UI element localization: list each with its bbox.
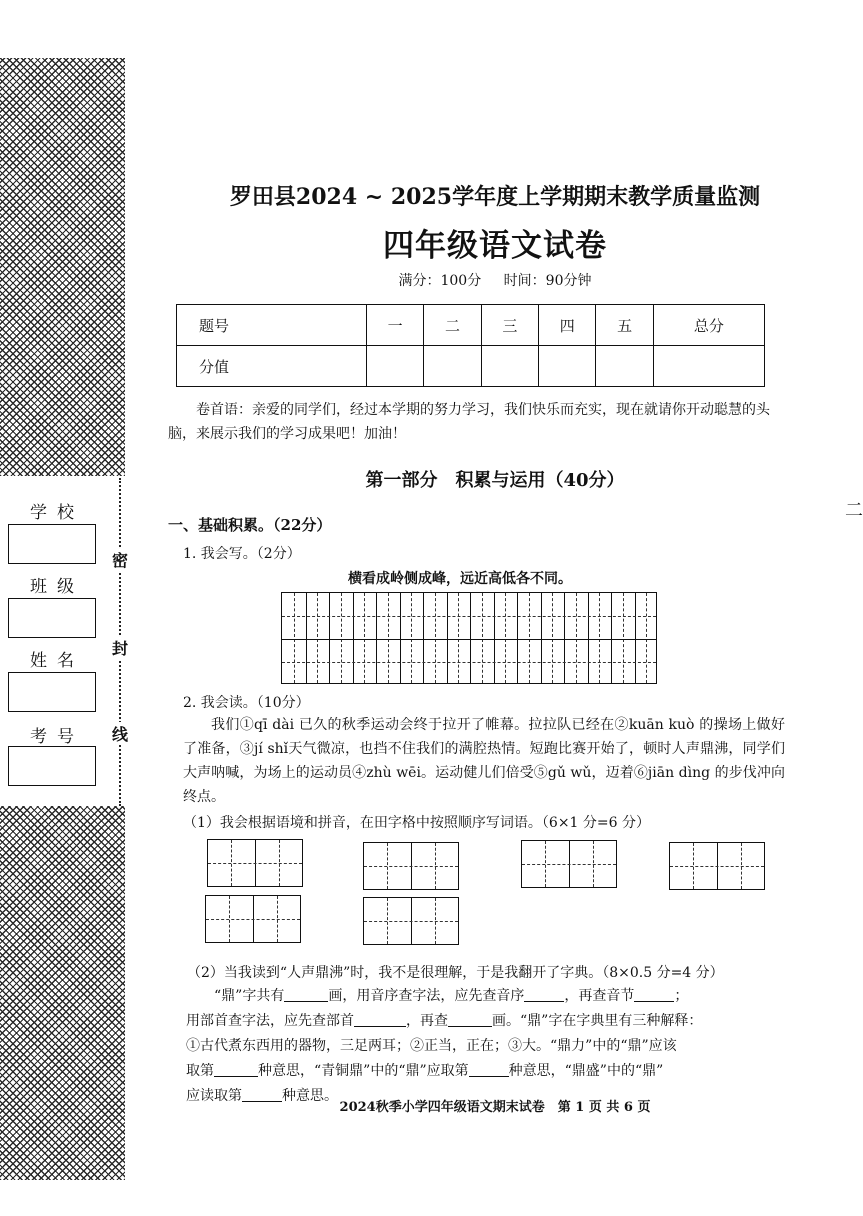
score-cell: 四: [539, 305, 596, 346]
score-table-value-row: [177, 346, 765, 387]
q2-label: 2. 我会读。（10分）: [183, 695, 310, 711]
grid-cell-guide: [341, 593, 342, 683]
exam-number-field[interactable]: [8, 746, 96, 786]
grid-cell-guide: [552, 593, 553, 683]
grid-cell-guide: [646, 593, 647, 683]
score-cell: 题号: [177, 305, 367, 346]
score-cell: 分值: [177, 346, 367, 387]
dict-text: ；: [674, 988, 689, 1004]
score-entry-cell[interactable]: [424, 346, 481, 387]
grid-cell-guide: [505, 593, 506, 683]
grid-cell-guide: [458, 593, 459, 683]
answer-blank[interactable]: [469, 1062, 509, 1077]
answer-blank[interactable]: [634, 987, 674, 1002]
q1-writing-grid[interactable]: [281, 592, 657, 684]
tianzige-box-3[interactable]: [521, 840, 617, 888]
grid-cell-divider: [423, 593, 424, 683]
score-table: [176, 304, 765, 387]
school-field[interactable]: [8, 524, 96, 564]
grid-cell-guide: [435, 593, 436, 683]
grid-cell-divider: [635, 593, 636, 683]
seal-char-xian: 线: [110, 722, 130, 745]
grid-cell-guide: [482, 593, 483, 683]
dict-text: ，再查: [406, 1013, 448, 1029]
score-entry-cell[interactable]: [481, 346, 538, 387]
answer-blank[interactable]: [284, 987, 328, 1002]
answer-blank[interactable]: [524, 987, 564, 1002]
score-cell: 一: [366, 305, 423, 346]
grid-cell-guide: [364, 593, 365, 683]
tianzige-box-5[interactable]: [205, 895, 301, 943]
dict-text: 取第: [186, 1063, 214, 1079]
dict-text: 画。“鼎”字在字典里有三种解释：: [492, 1013, 703, 1029]
dict-text: 种意思。: [282, 1088, 338, 1104]
dict-text: ①古代煮东西用的器物，三足两耳；②正当，正在；③大。“鼎力”中的“鼎”应该: [186, 1038, 677, 1054]
score-entry-cell[interactable]: [539, 346, 596, 387]
grid-cell-divider: [564, 593, 565, 683]
part1-title: 第一部分 积累与运用（40分）: [365, 470, 625, 491]
grid-cell-guide: [294, 593, 295, 683]
tianzige-box-4[interactable]: [669, 842, 765, 890]
grid-cell-guide: [623, 593, 624, 683]
grid-row-guide: [282, 616, 656, 617]
student-info-panel: [0, 478, 125, 806]
grid-cell-guide: [411, 593, 412, 683]
dict-text: 应读取第: [186, 1088, 242, 1104]
school-label: 学校: [30, 503, 84, 523]
dict-text: 种意思，“青铜鼎”中的“鼎”应取第: [258, 1063, 469, 1079]
grid-cell-divider: [541, 593, 542, 683]
class-field[interactable]: [8, 598, 96, 638]
dict-text: 种意思，“鼎盛”中的“鼎”: [508, 1063, 664, 1079]
tianzige-box-2[interactable]: [363, 842, 459, 890]
score-entry-cell[interactable]: [366, 346, 423, 387]
grid-cell-divider: [376, 593, 377, 683]
dict-text: 画，用音序查字法，应先查音序: [328, 988, 525, 1004]
score-cell: 总分: [653, 305, 764, 346]
grid-cell-guide: [599, 593, 600, 683]
grid-row-divider: [282, 639, 656, 640]
section1-title: 一、基础积累。（22分）: [168, 516, 332, 534]
grid-cell-guide: [529, 593, 530, 683]
exam-title: 罗田县2024 ~ 2025学年度上学期期末教学质量监测: [229, 184, 761, 210]
grid-cell-divider: [329, 593, 330, 683]
edge-mark: 二: [845, 500, 863, 521]
margin-hatch-top: [0, 58, 125, 476]
score-cell: 二: [424, 305, 481, 346]
answer-blank[interactable]: [214, 1062, 258, 1077]
margin-hatch-bottom: [0, 806, 125, 1180]
grid-cell-divider: [447, 593, 448, 683]
score-entry-cell[interactable]: [596, 346, 653, 387]
seal-char-mi: 密: [110, 548, 130, 571]
q2-passage: 我们①qī dài 已久的秋季运动会终于拉开了帷幕。拉拉队已经在②kuān kuò 的操场上做好了准备，③jí shǐ天气微凉，也挡不住我们的满腔热情。短跑比赛开始了，顿时人声鼎沸，同学们大声呐喊，为场上的运动员④zhù wēi。运动健儿们倍受⑤gǔ wǔ，迈着⑥jiān dìng 的步伐冲向终点。: [183, 717, 785, 805]
grid-cell-divider: [306, 593, 307, 683]
preface: 卷首语：亲爱的同学们，经过本学期的努力学习，我们快乐而充实，现在就请你开动聪慧的头脑，来展示我们的学习成果吧！加油！: [168, 402, 770, 442]
class-label: 班级: [30, 577, 84, 597]
grid-cell-divider: [517, 593, 518, 683]
q1-poem-line: 横看成岭侧成峰，远近高低各不同。: [348, 571, 572, 587]
tianzige-box-6[interactable]: [363, 897, 459, 945]
q2-sub1: （1）我会根据语境和拼音，在田字格中按照顺序写词语。（6×1 分=6 分）: [183, 815, 650, 831]
seal-char-feng: 封: [110, 636, 130, 659]
exam-time: 时间：90分钟: [503, 273, 592, 289]
score-cell: 五: [596, 305, 653, 346]
exam-subject-title: 四年级语文试卷: [383, 228, 607, 264]
score-table-header-row: [177, 305, 765, 346]
answer-blank[interactable]: [448, 1012, 492, 1027]
name-field[interactable]: [8, 672, 96, 712]
grid-cell-guide: [388, 593, 389, 683]
grid-cell-divider: [611, 593, 612, 683]
grid-cell-divider: [494, 593, 495, 683]
grid-cell-guide: [317, 593, 318, 683]
answer-blank[interactable]: [354, 1012, 406, 1027]
name-label: 姓名: [30, 651, 84, 671]
page-footer: 2024秋季小学四年级语文期末试卷 第 1 页 共 6 页: [339, 1100, 651, 1115]
grid-cell-divider: [588, 593, 589, 683]
q2-dictionary-block: [186, 984, 786, 1109]
grid-cell-guide: [576, 593, 577, 683]
exam-meta: [150, 270, 840, 290]
score-cell: 三: [481, 305, 538, 346]
score-entry-cell[interactable]: [653, 346, 764, 387]
grid-row-guide: [282, 662, 656, 663]
grid-cell-divider: [470, 593, 471, 683]
dict-text: 用部首查字法，应先查部首: [186, 1013, 354, 1029]
tianzige-box-1[interactable]: [207, 839, 303, 887]
q1-label: 1. 我会写。（2分）: [183, 546, 301, 562]
full-marks: 满分：100分: [398, 273, 482, 289]
dict-text: “鼎”字共有: [214, 988, 285, 1004]
grid-cell-divider: [400, 593, 401, 683]
dict-text: ，再查音节: [564, 988, 635, 1004]
grid-cell-divider: [353, 593, 354, 683]
q2-sub2: （2）当我读到“人声鼎沸”时，我不是很理解，于是我翻开了字典。（8×0.5 分=4 分）: [187, 965, 724, 981]
exam-number-label: 考号: [30, 727, 84, 747]
